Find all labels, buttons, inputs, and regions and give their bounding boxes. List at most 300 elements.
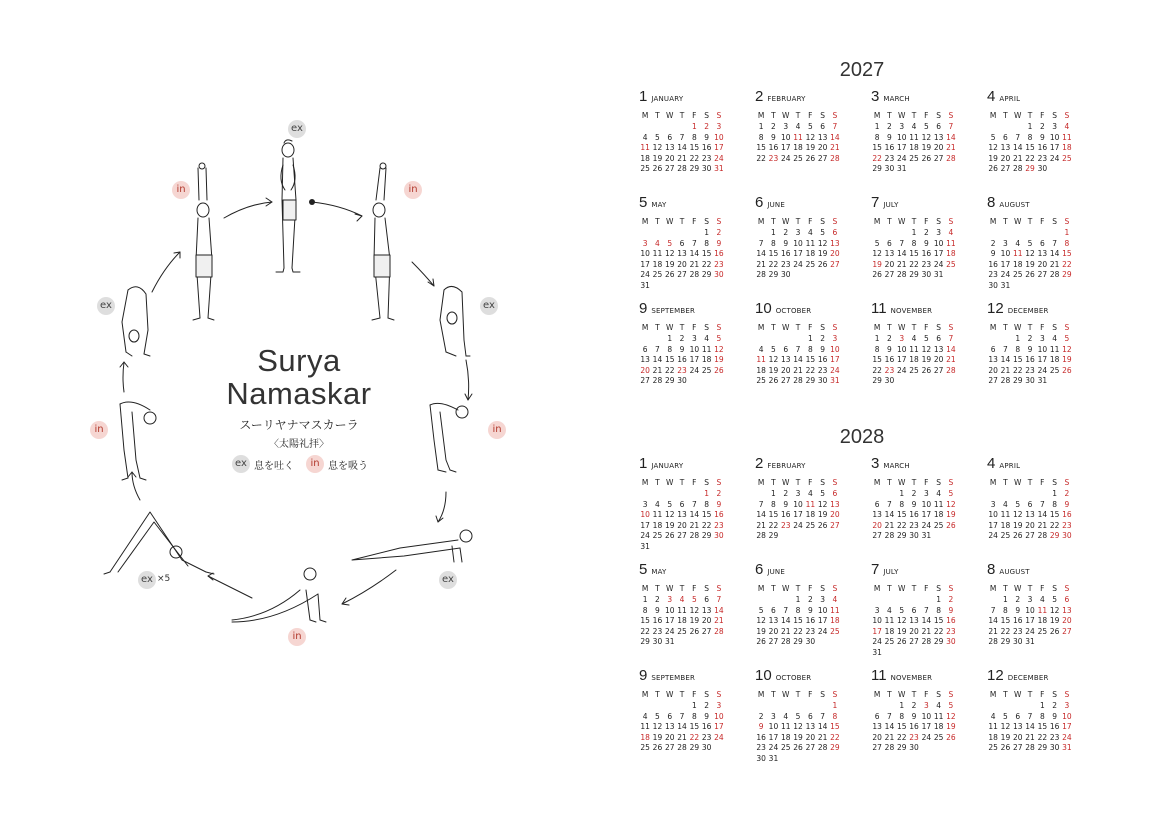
weekday-header: F (1040, 478, 1045, 487)
day-cell: 6 (783, 344, 789, 354)
day-cell: 5 (1052, 595, 1058, 604)
day-cell: 27 (677, 270, 687, 280)
day-cell: 23 (701, 732, 712, 742)
day-cell: 30 (817, 376, 828, 386)
day-cell: 10 (640, 510, 650, 520)
week-row (987, 133, 1103, 144)
day-cell: 7 (832, 122, 838, 131)
weekday-header: F (1040, 323, 1045, 332)
day-cell: 22 (805, 365, 816, 375)
day-cell: 4 (1003, 499, 1008, 509)
day-cell: 14 (689, 249, 700, 259)
weekday-header: M (757, 478, 765, 487)
day-cell: 25 (793, 153, 803, 163)
month-header (639, 89, 755, 105)
day-cell: 17 (793, 510, 803, 520)
day-cell: 28 (884, 743, 895, 753)
week-row (755, 260, 871, 271)
day-cell: 1 (795, 595, 801, 604)
day-cell: 2 (716, 228, 722, 237)
day-cell: 1 (771, 228, 776, 237)
day-cell (804, 270, 816, 281)
day-cell (883, 489, 895, 500)
day-cell: 30 (701, 164, 712, 174)
day-cell: 5 (667, 238, 673, 248)
day-cell (908, 595, 920, 606)
day-cell: 22 (1049, 520, 1060, 530)
day-cell: 21 (677, 153, 687, 163)
day-cell: 10 (921, 711, 932, 721)
weekday-header: M (873, 478, 881, 487)
day-cell: 16 (780, 249, 791, 259)
day-cell: 30 (1025, 376, 1035, 386)
day-cell: 19 (946, 722, 956, 732)
day-cell: 23 (946, 626, 956, 636)
day-cell (896, 648, 908, 659)
month-block (755, 301, 871, 407)
day-cell: 8 (1052, 499, 1058, 509)
day-cell: 24 (793, 259, 803, 269)
day-cell: 25 (652, 270, 663, 280)
weekday-header: T (1003, 323, 1008, 332)
day-cell: 13 (677, 510, 687, 520)
weekday-header: T (655, 323, 660, 332)
day-cell: 27 (640, 376, 650, 386)
weekday-header: T (1003, 111, 1008, 120)
day-cell: 14 (714, 605, 724, 615)
month-name: JUNE (767, 568, 785, 576)
title-block (214, 344, 384, 450)
day-cell: 19 (1000, 732, 1011, 742)
week-row (987, 722, 1103, 733)
weekday-header: T (771, 323, 776, 332)
day-cell: 8 (899, 711, 905, 721)
week-row (639, 366, 755, 377)
week-row (871, 722, 987, 733)
day-cell: 12 (1025, 249, 1035, 259)
day-cell: 12 (1012, 510, 1023, 520)
day-cell: 16 (988, 259, 998, 269)
day-cell: 24 (817, 626, 828, 636)
month-block (987, 195, 1103, 301)
pose-raised-arms-right (372, 163, 394, 320)
day-cell: 16 (1062, 510, 1072, 520)
day-cell: 23 (714, 520, 724, 530)
weekday-header: T (771, 217, 776, 226)
weekday-header: S (704, 690, 710, 699)
month-block (871, 456, 987, 562)
day-cell: 3 (795, 228, 801, 237)
week-row (987, 743, 1103, 754)
day-cell: 20 (817, 143, 828, 153)
month-header (987, 89, 1103, 105)
weekday-header-row (871, 478, 987, 489)
day-cell: 10 (793, 499, 803, 509)
day-cell: 14 (1037, 510, 1048, 520)
weekday-header: T (1027, 323, 1033, 332)
day-cell: 2 (948, 595, 954, 604)
day-cell (780, 701, 792, 712)
day-cell: 14 (756, 510, 766, 520)
day-cell: 6 (911, 605, 917, 615)
month-name: DECEMBER (1007, 307, 1049, 315)
day-cell: 10 (689, 344, 700, 354)
week-row (871, 510, 987, 521)
day-cell: 27 (933, 365, 944, 375)
month-name: JANUARY (651, 462, 684, 470)
day-cell: 19 (652, 732, 663, 742)
day-cell: 12 (946, 711, 956, 721)
day-cell: 30 (780, 270, 791, 280)
month-block (755, 562, 871, 668)
month-block (639, 562, 755, 668)
month-block (755, 668, 871, 774)
day-cell: 23 (909, 732, 919, 742)
day-cell: 4 (795, 122, 801, 131)
day-cell: 27 (872, 531, 882, 541)
day-cell (792, 754, 804, 765)
day-cell: 22 (872, 153, 882, 163)
day-cell: 9 (1052, 711, 1058, 721)
weekday-header: S (832, 584, 838, 593)
day-cell: 14 (793, 355, 803, 365)
day-cell: 11 (640, 143, 650, 153)
day-cell (676, 637, 688, 648)
day-cell: 3 (1052, 122, 1058, 131)
day-cell (871, 701, 883, 712)
day-cell: 4 (948, 228, 954, 237)
day-cell: 28 (817, 743, 828, 753)
weekday-header: T (679, 584, 685, 593)
day-cell: 7 (887, 499, 892, 509)
week-row (639, 733, 755, 744)
day-cell: 8 (899, 499, 905, 509)
day-cell: 11 (780, 722, 791, 732)
day-cell: 12 (1062, 344, 1072, 354)
day-cell: 4 (1052, 334, 1058, 343)
day-cell: 1 (899, 701, 905, 710)
weekday-header: S (716, 217, 722, 226)
day-cell: 11 (701, 344, 712, 354)
month-header (987, 668, 1103, 684)
day-cell: 27 (1000, 164, 1011, 174)
month-header (639, 301, 755, 317)
subtitle-kanji: 〈太陽礼拝〉 (269, 439, 329, 450)
day-cell (908, 164, 920, 175)
weekday-header: S (704, 217, 710, 226)
day-cell: 23 (988, 270, 998, 280)
weekday-header: S (1052, 217, 1058, 226)
day-cell: 20 (933, 355, 944, 365)
repeat-count-label: ×5 (157, 574, 171, 584)
day-cell: 29 (701, 531, 712, 541)
month-name: NOVEMBER (890, 674, 933, 682)
day-cell (945, 743, 957, 754)
day-cell: 30 (1037, 164, 1048, 174)
day-cell: 30 (714, 531, 724, 541)
week-row (755, 334, 871, 345)
day-cell: 16 (701, 143, 712, 153)
day-cell (896, 376, 908, 387)
weekday-header: S (820, 323, 826, 332)
day-cell (932, 743, 944, 754)
day-cell (1012, 228, 1024, 239)
day-cell: 13 (933, 344, 944, 354)
day-cell: 11 (1062, 132, 1072, 142)
day-cell: 22 (1025, 153, 1035, 163)
day-cell (908, 376, 920, 387)
day-cell (792, 531, 804, 542)
day-cell: 17 (896, 143, 907, 153)
day-cell (829, 531, 841, 542)
week-row (639, 376, 755, 387)
day-cell: 30 (714, 270, 724, 280)
weekday-header: S (832, 478, 838, 487)
day-cell: 21 (817, 732, 828, 742)
weekday-header-row (987, 690, 1103, 701)
weekday-header: W (898, 478, 906, 487)
week-row (755, 616, 871, 627)
day-cell: 24 (921, 732, 932, 742)
day-cell: 25 (652, 531, 663, 541)
week-row (987, 122, 1103, 133)
weekday-header: S (1052, 478, 1058, 487)
day-cell: 3 (795, 489, 801, 498)
day-cell: 20 (768, 626, 779, 636)
month-block (639, 89, 755, 195)
weekday-header: M (641, 584, 649, 593)
day-cell: 12 (652, 722, 663, 732)
day-cell: 15 (896, 510, 907, 520)
day-cell: 9 (758, 722, 764, 732)
pose-inhale-badge: in (288, 628, 306, 646)
weekday-header: T (679, 690, 685, 699)
day-cell: 11 (909, 132, 919, 142)
week-row (639, 637, 755, 648)
day-cell: 25 (1000, 531, 1011, 541)
day-cell: 6 (936, 122, 942, 131)
day-cell: 9 (820, 344, 826, 354)
week-row (987, 334, 1103, 345)
week-row (871, 228, 987, 239)
weekday-header: M (989, 323, 997, 332)
day-cell: 6 (771, 605, 776, 615)
day-cell: 7 (1052, 238, 1058, 248)
year-grid (639, 89, 1099, 407)
day-cell (639, 334, 651, 345)
day-cell: 10 (664, 605, 675, 615)
pose-raised-arms-left (193, 163, 214, 320)
day-cell: 27 (1062, 626, 1072, 636)
day-cell (920, 595, 932, 606)
day-cell: 28 (946, 365, 956, 375)
week-row (639, 355, 755, 366)
day-cell (1024, 281, 1036, 292)
day-cell: 16 (1049, 722, 1060, 732)
breath-legend (232, 455, 380, 473)
weekday-header: T (1027, 478, 1033, 487)
day-cell (816, 754, 828, 765)
day-cell: 28 (1000, 376, 1011, 386)
month-number: 12 (987, 667, 1004, 684)
day-cell: 6 (1027, 499, 1033, 509)
week-row (639, 143, 755, 154)
day-cell: 22 (1037, 732, 1048, 742)
day-cell: 5 (923, 122, 929, 131)
day-cell: 25 (780, 743, 791, 753)
month-block (871, 195, 987, 301)
week-row (987, 616, 1103, 627)
day-cell: 5 (758, 605, 764, 615)
day-cell: 29 (768, 270, 779, 280)
day-cell (932, 648, 944, 659)
month-header (639, 562, 755, 578)
month-number: 3 (871, 88, 880, 105)
day-cell: 17 (1000, 259, 1011, 269)
weekday-header: T (655, 217, 660, 226)
day-cell: 22 (1000, 626, 1011, 636)
week-row (639, 500, 755, 511)
day-cell: 3 (874, 605, 880, 615)
day-cell: 25 (1062, 153, 1072, 163)
day-cell: 31 (1037, 376, 1048, 386)
day-cell: 26 (872, 270, 882, 280)
weekday-header: M (641, 217, 649, 226)
day-cell: 18 (1062, 143, 1072, 153)
day-cell: 1 (899, 489, 905, 498)
day-cell: 19 (805, 143, 816, 153)
day-cell: 16 (1025, 355, 1035, 365)
month-block (987, 301, 1103, 407)
day-cell: 20 (677, 520, 687, 530)
day-cell: 27 (909, 637, 919, 647)
day-cell: 13 (780, 355, 791, 365)
day-cell: 7 (758, 238, 764, 248)
month-name: JULY (883, 201, 899, 209)
day-cell (1048, 228, 1060, 239)
day-cell: 21 (714, 616, 724, 626)
day-cell: 7 (691, 499, 697, 509)
weekday-header: M (989, 478, 997, 487)
day-cell (816, 637, 828, 648)
day-cell (883, 701, 895, 712)
month-header (755, 456, 871, 472)
weekday-header: T (887, 217, 892, 226)
weekday-header: F (924, 690, 929, 699)
day-cell: 25 (909, 365, 919, 375)
day-cell: 16 (884, 143, 895, 153)
day-cell (987, 228, 999, 239)
weekday-header: W (1014, 323, 1022, 332)
day-cell: 21 (780, 626, 791, 636)
weekday-header: W (1014, 217, 1022, 226)
day-cell: 7 (899, 238, 905, 248)
day-cell: 18 (805, 510, 816, 520)
day-cell: 16 (805, 616, 816, 626)
day-cell: 6 (990, 344, 996, 354)
day-cell: 21 (1037, 520, 1048, 530)
day-cell: 13 (909, 616, 919, 626)
day-cell: 28 (884, 531, 895, 541)
day-cell: 18 (652, 520, 663, 530)
weekday-header: T (655, 690, 660, 699)
day-cell: 29 (664, 376, 675, 386)
day-cell: 12 (768, 355, 779, 365)
day-cell: 8 (1039, 711, 1045, 721)
weekday-header: M (757, 584, 765, 593)
day-cell (1024, 489, 1036, 500)
day-cell (713, 542, 725, 553)
month-block (639, 668, 755, 774)
week-row (871, 270, 987, 281)
day-cell: 4 (936, 489, 942, 498)
weekday-header: T (911, 690, 917, 699)
day-cell: 21 (756, 259, 766, 269)
day-cell: 10 (817, 605, 828, 615)
weekday-header: W (782, 217, 790, 226)
day-cell: 26 (689, 626, 700, 636)
day-cell: 15 (689, 722, 700, 732)
month-header (639, 456, 755, 472)
day-cell: 17 (1062, 722, 1072, 732)
day-cell (755, 595, 767, 606)
day-cell: 29 (701, 270, 712, 280)
day-cell: 28 (780, 637, 791, 647)
day-cell: 11 (805, 499, 816, 509)
day-cell: 7 (948, 122, 954, 131)
day-cell: 4 (936, 701, 942, 710)
day-cell: 23 (1037, 153, 1048, 163)
day-cell: 29 (1025, 164, 1035, 174)
day-cell: 23 (1025, 365, 1035, 375)
week-row (639, 345, 755, 356)
day-cell: 31 (640, 280, 650, 290)
day-cell: 20 (701, 616, 712, 626)
weekday-header: T (771, 690, 776, 699)
day-cell: 23 (714, 259, 724, 269)
day-cell: 31 (872, 647, 882, 657)
day-cell (945, 376, 957, 387)
weekday-header-row (639, 690, 755, 701)
day-cell: 13 (1000, 143, 1011, 153)
day-cell: 26 (768, 376, 779, 386)
day-cell: 16 (756, 732, 766, 742)
day-cell (792, 270, 804, 281)
weekday-header: S (704, 323, 710, 332)
week-row (871, 345, 987, 356)
weekday-header-row (755, 478, 871, 489)
pose-lunge-left (120, 402, 156, 480)
week-row (639, 627, 755, 638)
day-cell (713, 637, 725, 648)
day-cell: 25 (988, 743, 998, 753)
day-cell: 29 (689, 164, 700, 174)
day-cell (664, 701, 676, 712)
day-cell: 24 (1025, 626, 1035, 636)
day-cell: 13 (884, 249, 895, 259)
month-number: 6 (755, 561, 764, 578)
day-cell (664, 281, 676, 292)
weekday-header: M (873, 217, 881, 226)
day-cell: 24 (689, 365, 700, 375)
day-cell: 3 (899, 122, 905, 131)
day-cell: 29 (640, 637, 650, 647)
weekday-header: T (1003, 217, 1008, 226)
day-cell: 11 (909, 344, 919, 354)
month-header (639, 195, 755, 211)
day-cell: 26 (1012, 531, 1023, 541)
day-cell: 18 (793, 143, 803, 153)
